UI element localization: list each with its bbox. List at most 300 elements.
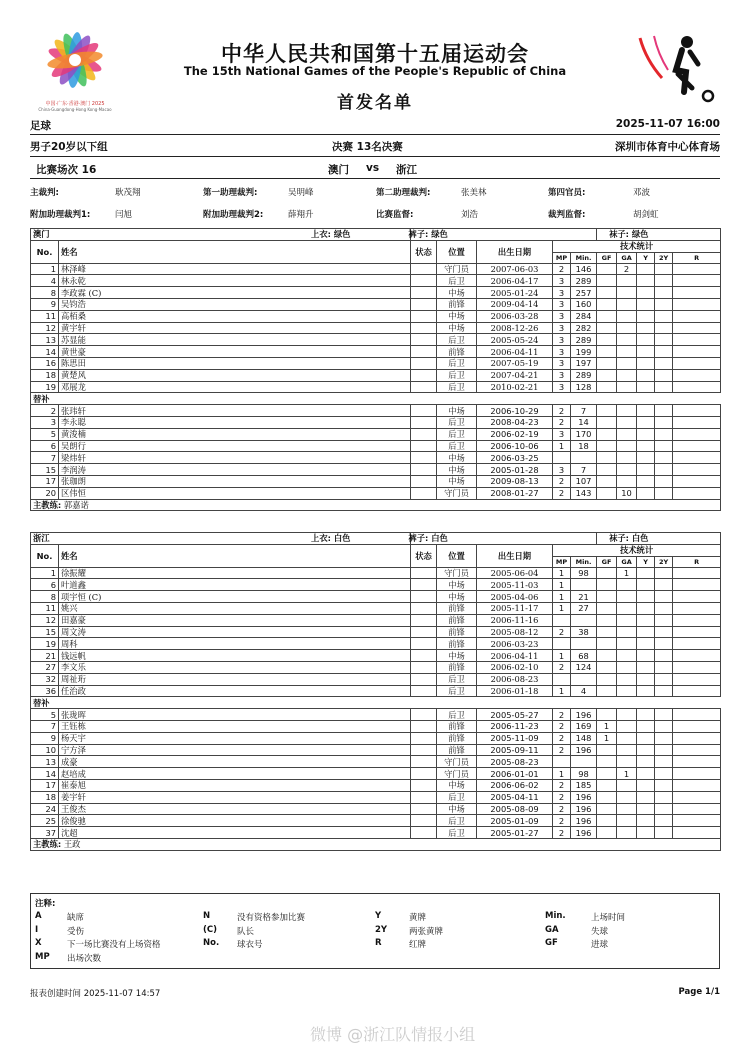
player-yellow	[637, 298, 655, 310]
substitute-row	[31, 709, 721, 721]
substitute-row	[31, 464, 721, 476]
player-position: 前锋	[437, 602, 477, 614]
player-mp	[553, 638, 571, 650]
player-gf: 1	[597, 732, 617, 744]
player-name: 周祉珩	[59, 673, 411, 685]
col-stats: 技术统计	[553, 544, 721, 556]
player-number: 14	[31, 346, 59, 358]
substitute-row	[31, 732, 721, 744]
player-minutes: 289	[571, 334, 597, 346]
player-yellow	[637, 369, 655, 381]
player-name: 张珑晖	[59, 709, 411, 721]
player-2y	[655, 791, 673, 803]
player-2y	[655, 567, 673, 579]
player-status	[411, 815, 437, 827]
player-status	[411, 768, 437, 780]
player-position: 后卫	[437, 275, 477, 287]
player-2y	[655, 815, 673, 827]
player-yellow	[637, 803, 655, 815]
note-value: 没有资格参加比赛	[237, 913, 306, 923]
player-position: 守门员	[437, 263, 477, 275]
socks-label: 袜子:	[609, 229, 629, 240]
substitute-row	[31, 475, 721, 487]
player-red	[673, 487, 721, 499]
player-dob: 2005-11-17	[477, 602, 553, 614]
player-red	[673, 369, 721, 381]
player-minutes: 124	[571, 661, 597, 673]
player-yellow	[637, 827, 655, 839]
player-2y	[655, 334, 673, 346]
player-status	[411, 614, 437, 626]
kit-colors	[311, 229, 597, 241]
player-minutes: 289	[571, 369, 597, 381]
note-value: 黄牌	[409, 913, 427, 923]
player-position: 后卫	[437, 673, 477, 685]
player-mp: 2	[553, 791, 571, 803]
player-status	[411, 275, 437, 287]
player-gf	[597, 803, 617, 815]
substitutes-section-row	[31, 393, 721, 405]
player-number: 37	[31, 827, 59, 839]
player-position: 中场	[437, 475, 477, 487]
player-2y	[655, 464, 673, 476]
player-minutes: 14	[571, 416, 597, 428]
player-number: 4	[31, 275, 59, 287]
player-row	[31, 614, 721, 626]
player-2y	[655, 756, 673, 768]
player-mp: 3	[553, 275, 571, 287]
player-dob: 2005-01-27	[477, 827, 553, 839]
player-position: 中场	[437, 464, 477, 476]
player-gf	[597, 626, 617, 638]
team-info-row	[31, 229, 721, 241]
player-name: 任治政	[59, 685, 411, 697]
player-ga	[617, 650, 637, 662]
note-key: X	[35, 938, 42, 948]
player-number: 18	[31, 791, 59, 803]
player-yellow	[637, 464, 655, 476]
player-red	[673, 661, 721, 673]
player-name: 沈超	[59, 827, 411, 839]
player-dob: 2006-02-10	[477, 661, 553, 673]
player-number: 17	[31, 475, 59, 487]
player-ga	[617, 298, 637, 310]
note-value: 红牌	[409, 940, 427, 950]
player-name: 赵培成	[59, 768, 411, 780]
player-2y	[655, 287, 673, 299]
player-position: 前锋	[437, 626, 477, 638]
player-2y	[655, 357, 673, 369]
player-dob: 2005-08-09	[477, 803, 553, 815]
player-yellow	[637, 346, 655, 358]
substitutes-label: 替补	[31, 393, 721, 405]
player-mp: 2	[553, 815, 571, 827]
player-number: 24	[31, 803, 59, 815]
player-gf	[597, 405, 617, 417]
player-gf	[597, 334, 617, 346]
player-mp: 2	[553, 709, 571, 721]
player-dob: 2005-01-09	[477, 815, 553, 827]
note-value: 出场次数	[67, 953, 102, 964]
player-dob: 2005-05-27	[477, 709, 553, 721]
player-dob: 2005-05-24	[477, 334, 553, 346]
player-number: 9	[31, 298, 59, 310]
col-y: Y	[637, 252, 655, 263]
player-mp: 3	[553, 334, 571, 346]
official-name: 耿茂翔	[115, 188, 141, 198]
player-row	[31, 685, 721, 697]
player-ga	[617, 709, 637, 721]
player-position: 后卫	[437, 381, 477, 393]
note-key: GF	[545, 938, 558, 948]
note-key: A	[35, 911, 42, 921]
substitute-row	[31, 720, 721, 732]
player-gf	[597, 827, 617, 839]
player-row	[31, 322, 721, 334]
player-minutes: 169	[571, 720, 597, 732]
player-yellow	[637, 815, 655, 827]
player-2y	[655, 263, 673, 275]
player-2y	[655, 685, 673, 697]
player-red	[673, 298, 721, 310]
logo-caption-en: China·Guangdong·Hong Kong·Macao	[38, 107, 112, 112]
player-position: 前锋	[437, 638, 477, 650]
player-dob: 2010-02-21	[477, 381, 553, 393]
official-name: 张美林	[461, 188, 487, 198]
sport-name: 足球	[30, 120, 51, 132]
player-status	[411, 405, 437, 417]
player-status	[411, 567, 437, 579]
player-yellow	[637, 744, 655, 756]
player-gf	[597, 322, 617, 334]
col-dob: 出生日期	[477, 240, 553, 263]
player-ga	[617, 803, 637, 815]
substitute-row	[31, 791, 721, 803]
player-dob: 2007-04-21	[477, 369, 553, 381]
player-status	[411, 310, 437, 322]
player-red	[673, 334, 721, 346]
document-title: 首发名单	[337, 93, 413, 113]
note-key: MP	[35, 951, 50, 962]
player-mp: 2	[553, 661, 571, 673]
player-row	[31, 602, 721, 614]
player-2y	[655, 768, 673, 780]
note-key: GA	[545, 924, 559, 935]
player-status	[411, 661, 437, 673]
player-name: 钱远帆	[59, 650, 411, 662]
coach-cell	[31, 838, 721, 850]
player-mp: 2	[553, 779, 571, 791]
player-dob: 2008-12-26	[477, 322, 553, 334]
logo-caption: 中国·广东·香港·澳门 2025	[45, 101, 105, 107]
player-red	[673, 263, 721, 275]
player-dob: 2006-06-02	[477, 779, 553, 791]
player-ga: 1	[617, 567, 637, 579]
player-name: 张珈朗	[59, 475, 411, 487]
player-ga	[617, 381, 637, 393]
player-name: 杨天宇	[59, 732, 411, 744]
player-gf	[597, 602, 617, 614]
player-red	[673, 346, 721, 358]
player-position: 后卫	[437, 791, 477, 803]
player-minutes	[571, 638, 597, 650]
player-2y	[655, 416, 673, 428]
player-yellow	[637, 779, 655, 791]
player-red	[673, 768, 721, 780]
player-2y	[655, 661, 673, 673]
official-role-label: 第二助理裁判:	[376, 188, 431, 198]
player-ga	[617, 452, 637, 464]
player-2y	[655, 803, 673, 815]
player-2y	[655, 487, 673, 499]
player-red	[673, 779, 721, 791]
player-mp: 2	[553, 475, 571, 487]
player-name: 周科	[59, 638, 411, 650]
player-name: 吴钧浩	[59, 298, 411, 310]
watermark: 微博 @浙江队情报小组	[310, 1025, 476, 1044]
player-yellow	[637, 614, 655, 626]
player-ga	[617, 744, 637, 756]
player-number: 16	[31, 357, 59, 369]
player-gf	[597, 416, 617, 428]
substitute-row	[31, 756, 721, 768]
official-name: 薛翔升	[288, 210, 314, 220]
note-key: No.	[203, 938, 220, 948]
player-position: 中场	[437, 591, 477, 603]
player-2y	[655, 381, 673, 393]
player-dob: 2008-04-23	[477, 416, 553, 428]
player-2y	[655, 744, 673, 756]
player-2y	[655, 614, 673, 626]
player-name: 邓展龙	[59, 381, 411, 393]
player-gf	[597, 661, 617, 673]
player-red	[673, 381, 721, 393]
player-minutes: 257	[571, 287, 597, 299]
official-role-label: 第四官员:	[548, 188, 586, 198]
player-gf	[597, 567, 617, 579]
player-minutes	[571, 673, 597, 685]
player-minutes: 196	[571, 791, 597, 803]
notes-legend	[30, 893, 720, 969]
player-status	[411, 602, 437, 614]
player-yellow	[637, 452, 655, 464]
player-mp: 1	[553, 768, 571, 780]
player-2y	[655, 428, 673, 440]
note-value: 下一场比赛没有上场资格	[67, 940, 161, 950]
player-red	[673, 614, 721, 626]
player-2y	[655, 673, 673, 685]
player-status	[411, 287, 437, 299]
player-row	[31, 346, 721, 358]
player-mp: 3	[553, 346, 571, 358]
player-yellow	[637, 357, 655, 369]
player-2y	[655, 579, 673, 591]
player-position: 守门员	[437, 487, 477, 499]
player-2y	[655, 779, 673, 791]
player-red	[673, 685, 721, 697]
col-mp: MP	[553, 252, 571, 263]
player-ga	[617, 638, 637, 650]
player-minutes: 284	[571, 310, 597, 322]
player-name: 林泽峰	[59, 263, 411, 275]
player-position: 后卫	[437, 440, 477, 452]
substitute-row	[31, 405, 721, 417]
player-mp: 3	[553, 357, 571, 369]
player-mp: 2	[553, 405, 571, 417]
player-2y	[655, 475, 673, 487]
player-number: 20	[31, 487, 59, 499]
player-status	[411, 779, 437, 791]
player-name: 林永乾	[59, 275, 411, 287]
player-minutes: 196	[571, 827, 597, 839]
player-ga	[617, 614, 637, 626]
player-minutes: 199	[571, 346, 597, 358]
player-red	[673, 732, 721, 744]
player-dob: 2006-03-28	[477, 310, 553, 322]
col-gf: GF	[597, 252, 617, 263]
player-position: 守门员	[437, 756, 477, 768]
player-row	[31, 661, 721, 673]
player-number: 3	[31, 416, 59, 428]
player-gf	[597, 381, 617, 393]
player-position: 后卫	[437, 827, 477, 839]
player-number: 17	[31, 779, 59, 791]
player-dob: 2006-02-19	[477, 428, 553, 440]
player-row	[31, 287, 721, 299]
player-name: 叶道鑫	[59, 579, 411, 591]
player-position: 前锋	[437, 346, 477, 358]
divider	[30, 134, 720, 135]
note-value: 上场时间	[591, 913, 626, 923]
player-dob: 2005-01-24	[477, 287, 553, 299]
player-mp: 1	[553, 440, 571, 452]
col-status: 状态	[411, 240, 437, 263]
col-position: 位置	[437, 240, 477, 263]
substitutes-label: 替补	[31, 697, 721, 709]
coach-cell	[31, 499, 721, 511]
player-gf	[597, 298, 617, 310]
col-stats: 技术统计	[553, 240, 721, 252]
coach-label: 主教练:	[33, 499, 62, 510]
player-status	[411, 487, 437, 499]
player-gf	[597, 428, 617, 440]
player-position: 中场	[437, 579, 477, 591]
col-2y: 2Y	[655, 252, 673, 263]
substitute-row	[31, 803, 721, 815]
player-status	[411, 803, 437, 815]
player-mp: 2	[553, 744, 571, 756]
player-gf	[597, 275, 617, 287]
player-dob: 2006-10-06	[477, 440, 553, 452]
player-ga	[617, 275, 637, 287]
player-yellow	[637, 661, 655, 673]
player-number: 1	[31, 567, 59, 579]
player-minutes: 146	[571, 263, 597, 275]
player-gf: 1	[597, 720, 617, 732]
player-dob: 2006-08-23	[477, 673, 553, 685]
player-yellow	[637, 626, 655, 638]
player-minutes: 98	[571, 567, 597, 579]
player-mp: 1	[553, 579, 571, 591]
substitute-row	[31, 827, 721, 839]
player-ga	[617, 287, 637, 299]
player-number: 9	[31, 732, 59, 744]
player-ga	[617, 791, 637, 803]
player-2y	[655, 452, 673, 464]
note-key: N	[203, 911, 211, 921]
player-position: 中场	[437, 405, 477, 417]
player-gf	[597, 287, 617, 299]
player-dob: 2009-08-13	[477, 475, 553, 487]
team-name: 浙江	[31, 533, 411, 545]
player-position: 中场	[437, 310, 477, 322]
player-gf	[597, 346, 617, 358]
report-created-time: 报表创建时间 2025-11-07 14:57	[30, 989, 161, 999]
player-mp: 2	[553, 487, 571, 499]
player-2y	[655, 298, 673, 310]
player-gf	[597, 650, 617, 662]
player-gf	[597, 440, 617, 452]
player-number: 15	[31, 464, 59, 476]
note-key: I	[35, 924, 39, 935]
coach-row	[31, 838, 721, 850]
player-gf	[597, 452, 617, 464]
player-ga	[617, 310, 637, 322]
player-row	[31, 673, 721, 685]
player-status	[411, 744, 437, 756]
player-status	[411, 579, 437, 591]
note-value: 受伤	[67, 926, 85, 937]
player-dob: 2008-01-27	[477, 487, 553, 499]
player-minutes: 196	[571, 803, 597, 815]
player-minutes	[571, 579, 597, 591]
divider	[30, 178, 720, 179]
col-min: Min.	[571, 556, 597, 567]
player-name: 王俊杰	[59, 803, 411, 815]
player-gf	[597, 791, 617, 803]
shirt-label: 上衣:	[311, 533, 331, 544]
player-gf	[597, 263, 617, 275]
player-mp: 2	[553, 720, 571, 732]
shirt-color: 绿色	[330, 229, 351, 240]
player-status	[411, 263, 437, 275]
player-gf	[597, 638, 617, 650]
player-ga	[617, 673, 637, 685]
player-mp	[553, 452, 571, 464]
player-red	[673, 756, 721, 768]
player-gf	[597, 579, 617, 591]
player-number: 11	[31, 310, 59, 322]
player-name: 高栢桑	[59, 310, 411, 322]
player-minutes: 289	[571, 275, 597, 287]
player-number: 21	[31, 650, 59, 662]
player-position: 后卫	[437, 334, 477, 346]
player-gf	[597, 591, 617, 603]
player-minutes: 196	[571, 744, 597, 756]
player-row	[31, 579, 721, 591]
player-red	[673, 452, 721, 464]
player-status	[411, 709, 437, 721]
player-ga	[617, 602, 637, 614]
player-position: 中场	[437, 650, 477, 662]
player-status	[411, 827, 437, 839]
player-yellow	[637, 487, 655, 499]
player-yellow	[637, 275, 655, 287]
match-number: 比赛场次 16	[36, 164, 97, 176]
player-red	[673, 428, 721, 440]
player-number: 25	[31, 815, 59, 827]
player-ga	[617, 685, 637, 697]
